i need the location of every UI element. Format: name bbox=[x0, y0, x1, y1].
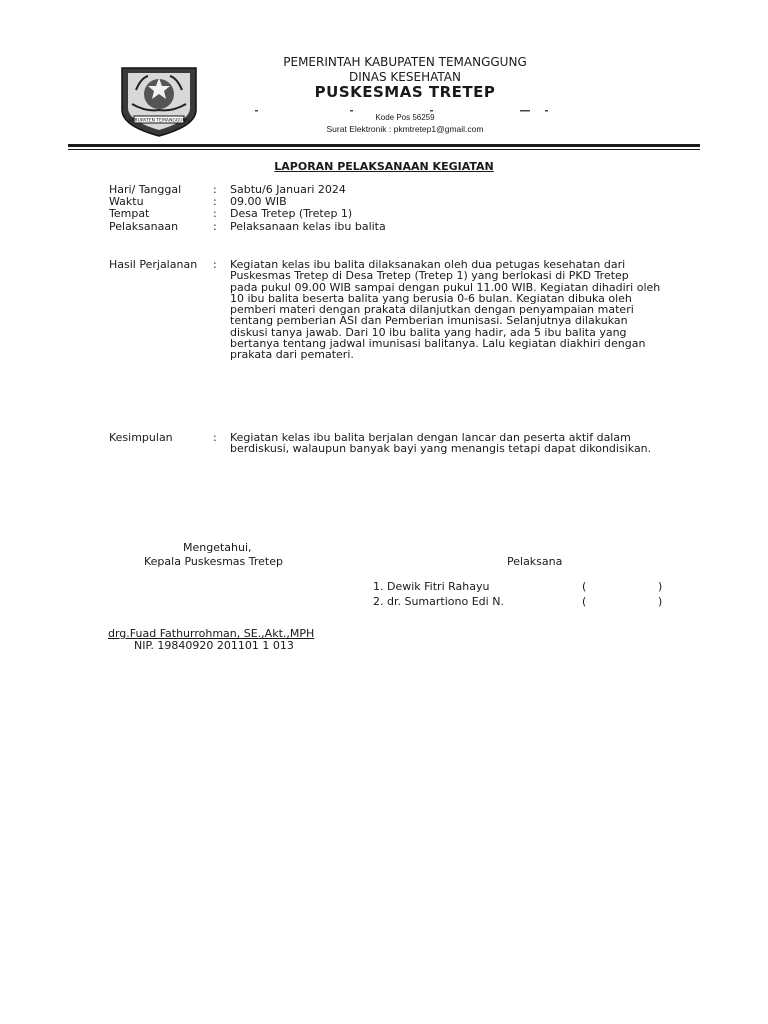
report-title bbox=[0, 160, 768, 173]
detail-label-date: Hari/ Tanggal bbox=[109, 183, 182, 196]
letterhead-address-remnant bbox=[255, 110, 555, 112]
detail-label-place: Tempat bbox=[109, 207, 150, 220]
head-title: Kepala Puskesmas Tretep bbox=[144, 555, 283, 568]
detail-value-activity: Pelaksanaan kelas ibu balita bbox=[230, 220, 386, 233]
executor-name-1: 1. Dewik Fitri Rahayu bbox=[373, 580, 490, 593]
detail-label-activity: Pelaksanaan bbox=[109, 220, 179, 233]
detail-colon: : bbox=[213, 183, 217, 196]
detail-colon: : bbox=[213, 195, 217, 208]
detail-value-date: Sabtu/6 Januari 2024 bbox=[230, 183, 346, 196]
conclusion-line: Kegiatan kelas ibu balita berjalan dengan lancar dan peserta aktif dalam bbox=[230, 431, 631, 444]
conclusion-line: berdiskusi, walaupun banyak bayi yang menangis tetapi dapat dikondisikan. bbox=[230, 442, 652, 456]
executor-sign-close-2: ) bbox=[658, 595, 663, 608]
detail-value-place: Desa Tretep (Tretep 1) bbox=[230, 207, 353, 220]
letterhead-department: DINAS KESEHATAN bbox=[349, 70, 461, 84]
report-title-text: LAPORAN PELAKSANAAN KEGIATAN bbox=[274, 160, 494, 173]
result-label: Hasil Perjalanan bbox=[109, 258, 198, 271]
result-line: prakata dari pemateri. bbox=[230, 348, 354, 362]
result-colon: : bbox=[213, 258, 217, 271]
letterhead-divider-thick bbox=[68, 144, 700, 147]
letterhead-email: Surat Elektronik : pkmtretep1@gmail.com bbox=[326, 124, 484, 134]
letterhead-divider-thin bbox=[68, 149, 700, 150]
conclusion-label: Kesimpulan bbox=[109, 431, 173, 444]
kabupaten-temanggung-emblem-logo bbox=[116, 60, 202, 140]
executor-sign-open-2: ( bbox=[582, 595, 587, 608]
result-line: tentang pemberian ASI dan Pemberian imunisasi. Selanjutnya dilakukan bbox=[230, 314, 628, 328]
letterhead-puskesmas: PUSKESMAS TRETEP bbox=[314, 83, 496, 101]
result-line: pada pukul 09.00 WIB sampai dengan pukul 11.00 WIB. Kegiatan dihadiri oleh bbox=[230, 280, 661, 294]
acknowledged-label: Mengetahui, bbox=[183, 541, 252, 554]
executor-heading: Pelaksana bbox=[507, 555, 563, 568]
result-line: pemberi materi dengan prakata dilanjutkan dengan penyampaian materi bbox=[230, 303, 634, 317]
conclusion-paragraph bbox=[230, 432, 700, 455]
conclusion-colon: : bbox=[213, 431, 217, 444]
executor-sign-open-1: ( bbox=[582, 580, 587, 593]
head-nip: NIP. 19840920 201101 1 013 bbox=[134, 639, 294, 652]
detail-value-time: 09.00 WIB bbox=[230, 195, 287, 208]
logo-banner-text: KABUPATEN TEMANGGUNG bbox=[128, 118, 190, 124]
letterhead-postal-code: Kode Pos 56259 bbox=[375, 113, 435, 122]
result-line: 10 ibu balita beserta balita yang berusia 0-6 bulan. Kegiatan dibuka oleh bbox=[230, 291, 632, 305]
detail-colon: : bbox=[213, 207, 217, 220]
result-line: Puskesmas Tretep di Desa Tretep (Tretep 1) yang berlokasi di PKD Tretep bbox=[230, 269, 629, 283]
result-line: bertanya tentang jadwal imunisasi balitanya. Lalu kegiatan diakhiri dengan bbox=[230, 337, 646, 351]
executor-name-2: 2. dr. Sumartiono Edi N. bbox=[373, 595, 504, 608]
detail-colon: : bbox=[213, 220, 217, 233]
head-name: drg.Fuad Fathurrohman, SE.,Akt.,MPH bbox=[108, 627, 315, 640]
result-line: Kegiatan kelas ibu balita dilaksanakan oleh dua petugas kesehatan dari bbox=[230, 258, 626, 271]
detail-label-time: Waktu bbox=[109, 195, 144, 208]
result-line: diskusi tanya jawab. Dari 10 ibu balita yang hadir, ada 5 ibu balita yang bbox=[230, 325, 627, 339]
executor-sign-close-1: ) bbox=[658, 580, 663, 593]
letterhead-government: PEMERINTAH KABUPATEN TEMANGGUNG bbox=[283, 55, 527, 69]
result-paragraph bbox=[230, 259, 700, 361]
